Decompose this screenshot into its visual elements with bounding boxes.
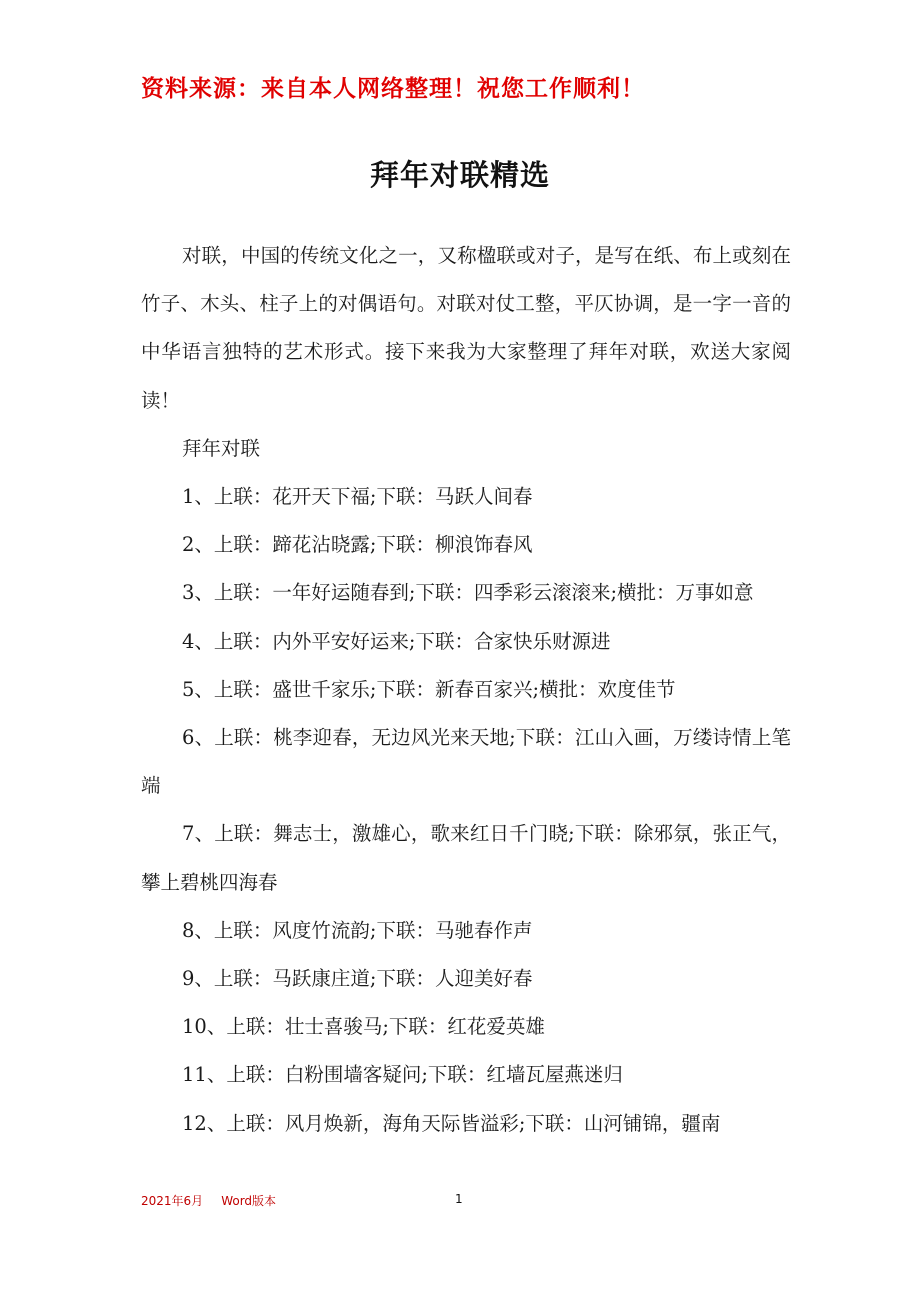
document-body (141, 232, 791, 1148)
page-title: 拜年对联精选 (369, 158, 550, 192)
couplet-item: 2、上联：蹄花沾晓露;下联：柳浪饰春风 (182, 533, 533, 557)
page-footer (141, 1192, 276, 1209)
couplet-item: 11、上联：白粉围墙客疑问;下联：红墙瓦屋燕迷归 (182, 1063, 623, 1087)
couplet-item: 7、上联：舞志士，激雄心，歌来红日千门晓;下联：除邪氛，张正气，攀上碧桃四海春 (141, 822, 791, 894)
page-number: 1 (455, 1192, 463, 1206)
couplet-item: 5、上联：盛世千家乐;下联：新春百家兴;横批：欢度佳节 (182, 677, 676, 701)
section-heading: 拜年对联 (182, 436, 261, 460)
couplet-item: 12、上联：风月焕新，海角天际皆溢彩;下联：山河铺锦，疆南 (182, 1111, 721, 1135)
intro-paragraph: 对联，中国的传统文化之一，又称楹联或对子，是写在纸、布上或刻在竹子、木头、柱子上的对偶语句。对联对仗工整，平仄协调，是一字一音的中华语言独特的艺术形式。接下来我为大家整理了拜年对联，欢送大家阅读！ (141, 244, 791, 412)
source-banner: 资料来源：来自本人网络整理！祝您工作顺利！ (141, 76, 645, 102)
couplet-item: 10、上联：壮士喜骏马;下联：红花爱英雄 (182, 1015, 545, 1039)
couplet-item: 4、上联：内外平安好运来;下联：合家快乐财源进 (182, 629, 611, 653)
couplet-item: 9、上联：马跃康庄道;下联：人迎美好春 (182, 967, 533, 991)
footer-version: Word版本 (221, 1194, 277, 1208)
couplet-item: 8、上联：风度竹流韵;下联：马驰春作声 (182, 918, 533, 942)
couplet-item: 3、上联：一年好运随春到;下联：四季彩云滚滚来;横批：万事如意 (182, 581, 754, 605)
couplet-item: 1、上联：花开天下福;下联：马跃人间春 (182, 485, 533, 509)
couplet-item: 6、上联：桃李迎春，无边风光来天地;下联：江山入画，万缕诗情上笔端 (141, 726, 791, 798)
footer-date: 2021年6月 (141, 1194, 204, 1208)
